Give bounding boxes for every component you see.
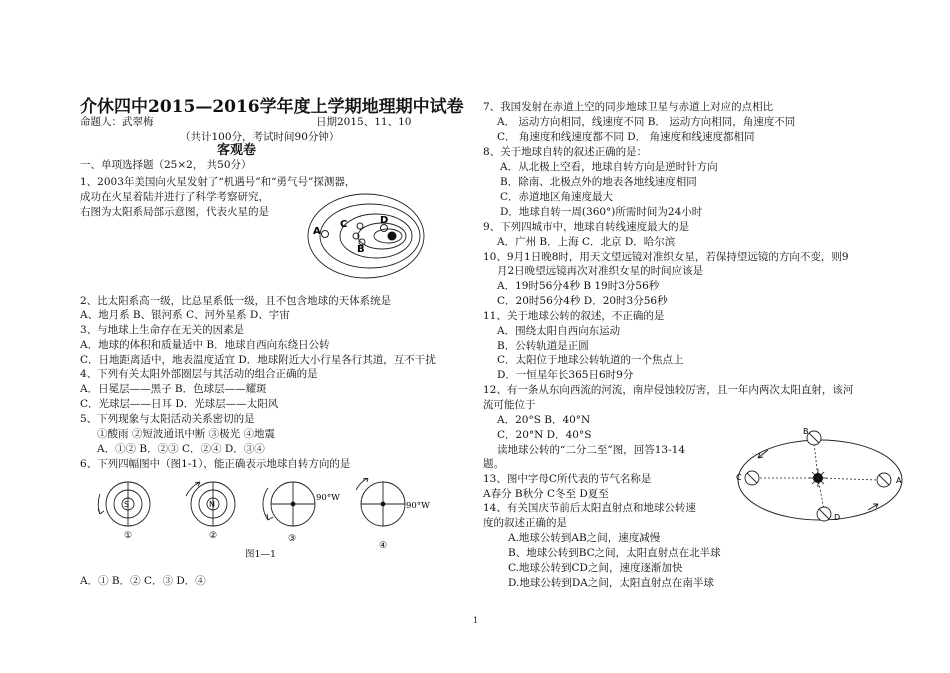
q13-options: A春分 B秋分 C冬至 D夏至 [483, 488, 609, 500]
q2-stem: 2、比太阳系高一级，比总星系低一级，且不包含地球的天体系统是 [80, 295, 392, 307]
figure-caption: 图1—1 [245, 549, 277, 560]
q11-option-d: D．一恒星年长365日6时9分 [497, 369, 634, 381]
q14-option-c: C.地球公转到CD之间，速度逐渐加快 [508, 562, 683, 574]
q2-options: A、地月系 B、银河系 C、河外星系 D、宇宙 [80, 309, 290, 321]
orbit-label-d: D [834, 513, 841, 522]
q11-option-b: B．公转轨道是正圆 [497, 340, 589, 352]
q4-options-cd: C．光球层——日耳 D．光球层——太阳风 [80, 398, 279, 410]
read-instruction-2: 题。 [483, 458, 504, 470]
solar-label-c: C [340, 219, 348, 230]
earth-label-n: N [209, 500, 215, 509]
q11-option-c: C．太阳位于地球公转轨道的一个焦点上 [497, 354, 684, 366]
orbit-label-b: B [803, 427, 809, 436]
q13-stem: 13、图中字母C所代表的节气名称是 [483, 473, 652, 485]
q4-options-ab: A．日冕层——黑子 B．色球层——耀斑 [80, 383, 267, 395]
q10-options-ab: A．19时56分4秒 B 19时3分56秒 [497, 280, 660, 292]
earth-num-2: ② [209, 531, 218, 541]
q9-stem: 9、下列四城市中，地球自转线速度最大的是 [483, 221, 690, 233]
part-one-heading: 一、单项选择题（25×2， 共50分） [80, 159, 252, 171]
q12-line2: 流可能位于 [483, 399, 536, 411]
q6-stem: 6、下列四幅图中（图1-1），能正确表示地球自转方向的是 [80, 458, 351, 470]
q10-line1: 10、9月1日晚8时，用天文望远镜对准织女星，若保持望远镜的方向不变，则9 [483, 251, 849, 263]
page-number: 1 [473, 616, 479, 625]
orbit-label-c: C [736, 473, 742, 482]
q14-option-a: A.地球公转到AB之间，速度减慢 [508, 532, 661, 544]
q14-line2: 度的叙述正确的是 [483, 517, 567, 529]
q8-option-c: C．赤道地区角速度最大 [500, 191, 614, 203]
q11-option-a: A．围绕太阳自西向东运动 [497, 325, 621, 337]
date-line: 日期2015、11、10 [316, 116, 412, 128]
solar-label-d: D [380, 215, 389, 226]
author-line: 命题人：武翠梅 [80, 116, 154, 128]
q7-stem: 7、我国发射在赤道上空的同步地球卫星与赤道上对应的点相比 [483, 101, 774, 113]
q5-items: ①酸雨 ②短波通讯中断 ③极光 ④地震 [97, 428, 276, 440]
q10-line2: 月2日晚望远镜再次对准织女星的时间应该是 [497, 265, 704, 277]
q14-option-b: B、地球公转到BC之间，太阳直射点在北半球 [508, 547, 721, 559]
q12-options-cd: C．20°N D．40°S [497, 429, 592, 441]
q3-options-ab: A．地球的体积和质量适中 B．地球自西向东绕日公转 [80, 339, 330, 351]
q1-line3: 右图为太阳系局部示意图，代表火星的是 [80, 206, 269, 218]
q4-stem: 4、下列有关太阳外部圈层与其活动的组合正确的是 [80, 368, 318, 380]
q6-options: A．① B．② C．③ D．④ [80, 575, 206, 587]
earth-num-3: ③ [288, 534, 297, 544]
earth-orbit-figure [728, 420, 918, 530]
q8-option-a: A．从北极上空看，地球自转方向是逆时针方向 [500, 161, 718, 173]
exam-title: 介休四中2015—2016学年度上学期地理期中试卷 [80, 97, 464, 117]
orbit-label-a: A [896, 476, 902, 485]
q1-line2: 成功在火星着陆并进行了科学考察研究， [80, 191, 269, 203]
q7-options-cd: C． 角速度和线速度都不同 D． 角速度和线速度都相同 [497, 131, 755, 143]
q5-options: A．①② B．②③ C．②④ D．③④ [97, 443, 265, 455]
solar-label-a: A [313, 226, 321, 237]
earth-label-s: S [124, 500, 130, 509]
section-heading: 客观卷 [217, 143, 257, 158]
q8-option-b: B．除南、北极点外的地表各地线速度相同 [500, 176, 697, 188]
q8-option-d: D．地球自转一周(360°)所需时间为24小时 [500, 206, 703, 218]
deg-label-2: 90°W [406, 501, 430, 511]
q3-stem: 3、与地球上生命存在无关的因素是 [80, 324, 245, 336]
q1-line1: 1、2003年美国向火星发射了“机遇号”和“勇气号”探测器， [80, 176, 356, 188]
score-time: （共计100分，考试时间90分钟） [180, 131, 340, 143]
q14-option-d: D.地球公转到DA之间，太阳直射点在南半球 [508, 577, 714, 589]
earth-num-4: ④ [379, 541, 388, 551]
q14-line1: 14、有关国庆节前后太阳直射点和地球公转速 [483, 502, 696, 514]
q9-options: A．广州 B．上海 C．北京 D．哈尔滨 [497, 236, 676, 248]
q12-line1: 12、有一条从东向西流的河流，南岸侵蚀较厉害，且一年内两次太阳直射，该河 [483, 384, 854, 396]
solar-system-figure [300, 190, 425, 285]
earth-num-1: ① [124, 531, 133, 541]
q11-stem: 11、关于地球公转的叙述，不正确的是 [483, 310, 665, 322]
deg-label-1: 90°W [316, 493, 340, 503]
q12-options-ab: A．20°S B．40°N [497, 414, 591, 426]
q5-stem: 5、下列现象与太阳活动关系密切的是 [80, 413, 255, 425]
q8-stem: 8、关于地球自转的叙述正确的是： [483, 146, 648, 158]
earth-rotation-figures [88, 478, 448, 553]
read-instruction: 读地球公转的“二分二至”图，回答13-14 [497, 444, 686, 456]
solar-label-b: B [357, 244, 365, 255]
q3-options-cd: C．日地距离适中，地表温度适宜 D．地球附近大小行星各行其道，互不干扰 [80, 354, 436, 366]
q7-options-ab: A． 运动方向相同，线速度不同 B． 运动方向相同，角速度不同 [497, 116, 796, 128]
q10-options-cd: C．20时56分4秒 D．20时3分56秒 [497, 295, 668, 307]
